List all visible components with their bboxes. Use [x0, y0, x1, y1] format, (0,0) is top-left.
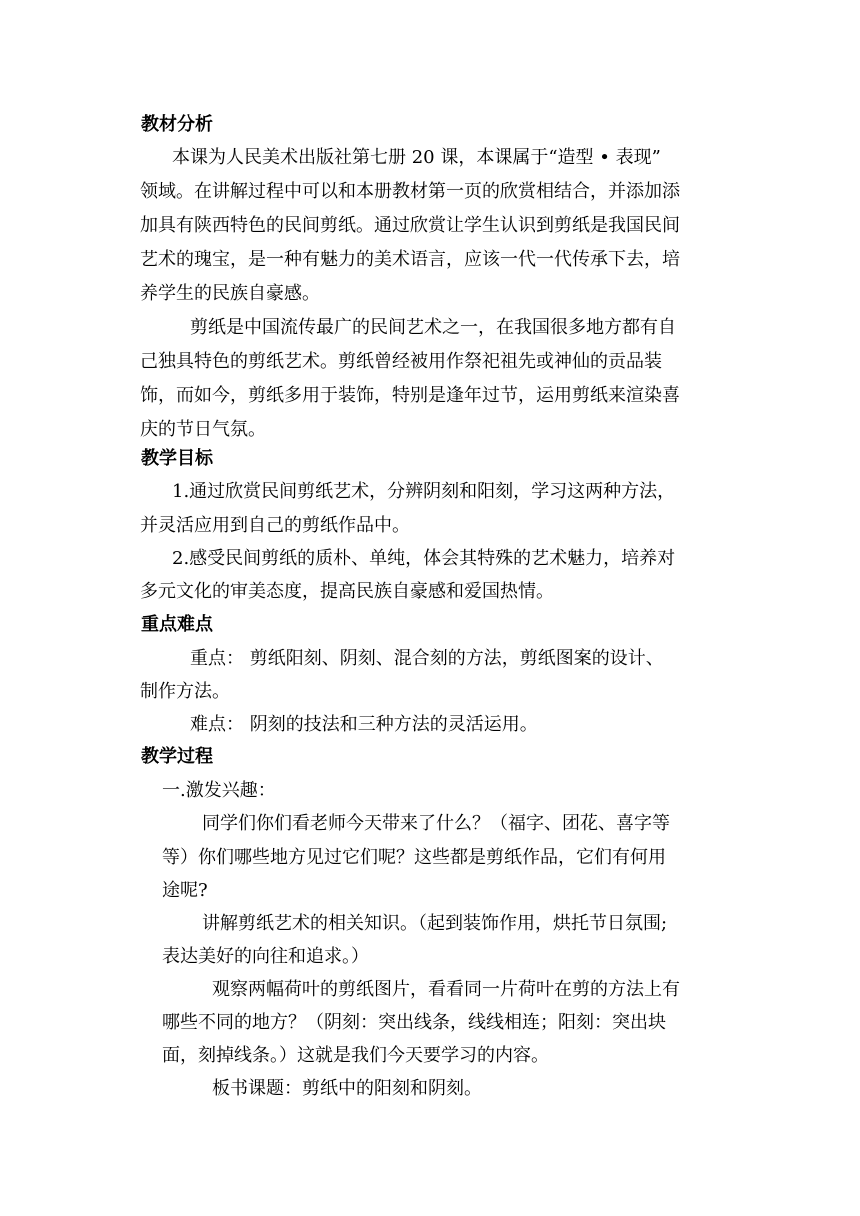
- heading-key-points: 重点难点: [141, 614, 213, 635]
- heading-goals: 教学目标: [141, 448, 213, 469]
- analysis-p1-line-5: 养学生的民族自豪感。: [140, 283, 320, 304]
- step-1-title: 一.激发兴趣：: [162, 780, 276, 801]
- question-2-line-1: 讲解剪纸艺术的相关知识。（起到装饰作用，烘托节日氛围;: [202, 913, 668, 934]
- question-1-line-3: 途呢?: [162, 880, 208, 901]
- key-point-line-1: 重点： 剪纸阳刻、阴刻、混合刻的方法，剪纸图案的设计、: [190, 648, 664, 669]
- question-3-line-2: 哪些不同的地方？（阴刻：突出线条，线线相连；阳刻：突出块: [162, 1012, 666, 1033]
- analysis-p1-line-1: 本课为人民美术出版社第七册 20 课，本课属于“造型 • 表现”: [172, 147, 661, 168]
- question-1-line-2: 等）你们哪些地方见过它们呢？这些都是剪纸作品，它们有何用: [162, 847, 666, 868]
- board-title: 板书课题：剪纸中的阳刻和阴刻。: [212, 1078, 482, 1099]
- analysis-p1-line-3: 加具有陕西特色的民间剪纸。通过欣赏让学生认识到剪纸是我国民间: [140, 215, 680, 236]
- key-point-line-2: 制作方法。: [140, 681, 230, 702]
- goal-1-line-1: 1.通过欣赏民间剪纸艺术，分辨阴刻和阳刻，学习这两种方法，: [172, 481, 676, 502]
- heading-analysis: 教材分析: [141, 114, 213, 135]
- analysis-p2-line-4: 庆的节日气氛。: [140, 419, 266, 440]
- question-3-line-3: 面，刻掉线条。）这就是我们今天要学习的内容。: [162, 1045, 549, 1066]
- goal-2-line-2: 多元文化的审美态度，提高民族自豪感和爱国热情。: [140, 581, 554, 602]
- analysis-p2-line-3: 饰，而如今，剪纸多用于装饰，特别是逢年过节，运用剪纸来渲染喜: [140, 385, 680, 406]
- difficult-point-line-1: 难点： 阴刻的技法和三种方法的灵活运用。: [190, 714, 538, 735]
- analysis-p1-line-2: 领域。在讲解过程中可以和本册教材第一页的欣赏相结合，并添加添: [140, 181, 680, 202]
- question-3-line-1: 观察两幅荷叶的剪纸图片，看看同一片荷叶在剪的方法上有: [212, 979, 680, 1000]
- goal-1-line-2: 并灵活应用到自己的剪纸作品中。: [140, 515, 410, 536]
- analysis-p2-line-1: 剪纸是中国流传最广的民间艺术之一，在我国很多地方都有自: [190, 317, 676, 338]
- question-1-line-1: 同学们你们看老师今天带来了什么？（福字、团花、喜字等: [202, 813, 670, 834]
- heading-process: 教学过程: [141, 746, 213, 767]
- analysis-p2-line-2: 己独具特色的剪纸艺术。剪纸曾经被用作祭祀祖先或神仙的贡品装: [140, 351, 662, 372]
- analysis-p1-line-4: 艺术的瑰宝，是一种有魅力的美术语言，应该一代一代传承下去，培: [140, 249, 680, 270]
- question-2-line-2: 表达美好的向往和追求。）: [162, 946, 369, 967]
- goal-2-line-1: 2.感受民间剪纸的质朴、单纯，体会其特殊的艺术魅力，培养对: [172, 548, 676, 569]
